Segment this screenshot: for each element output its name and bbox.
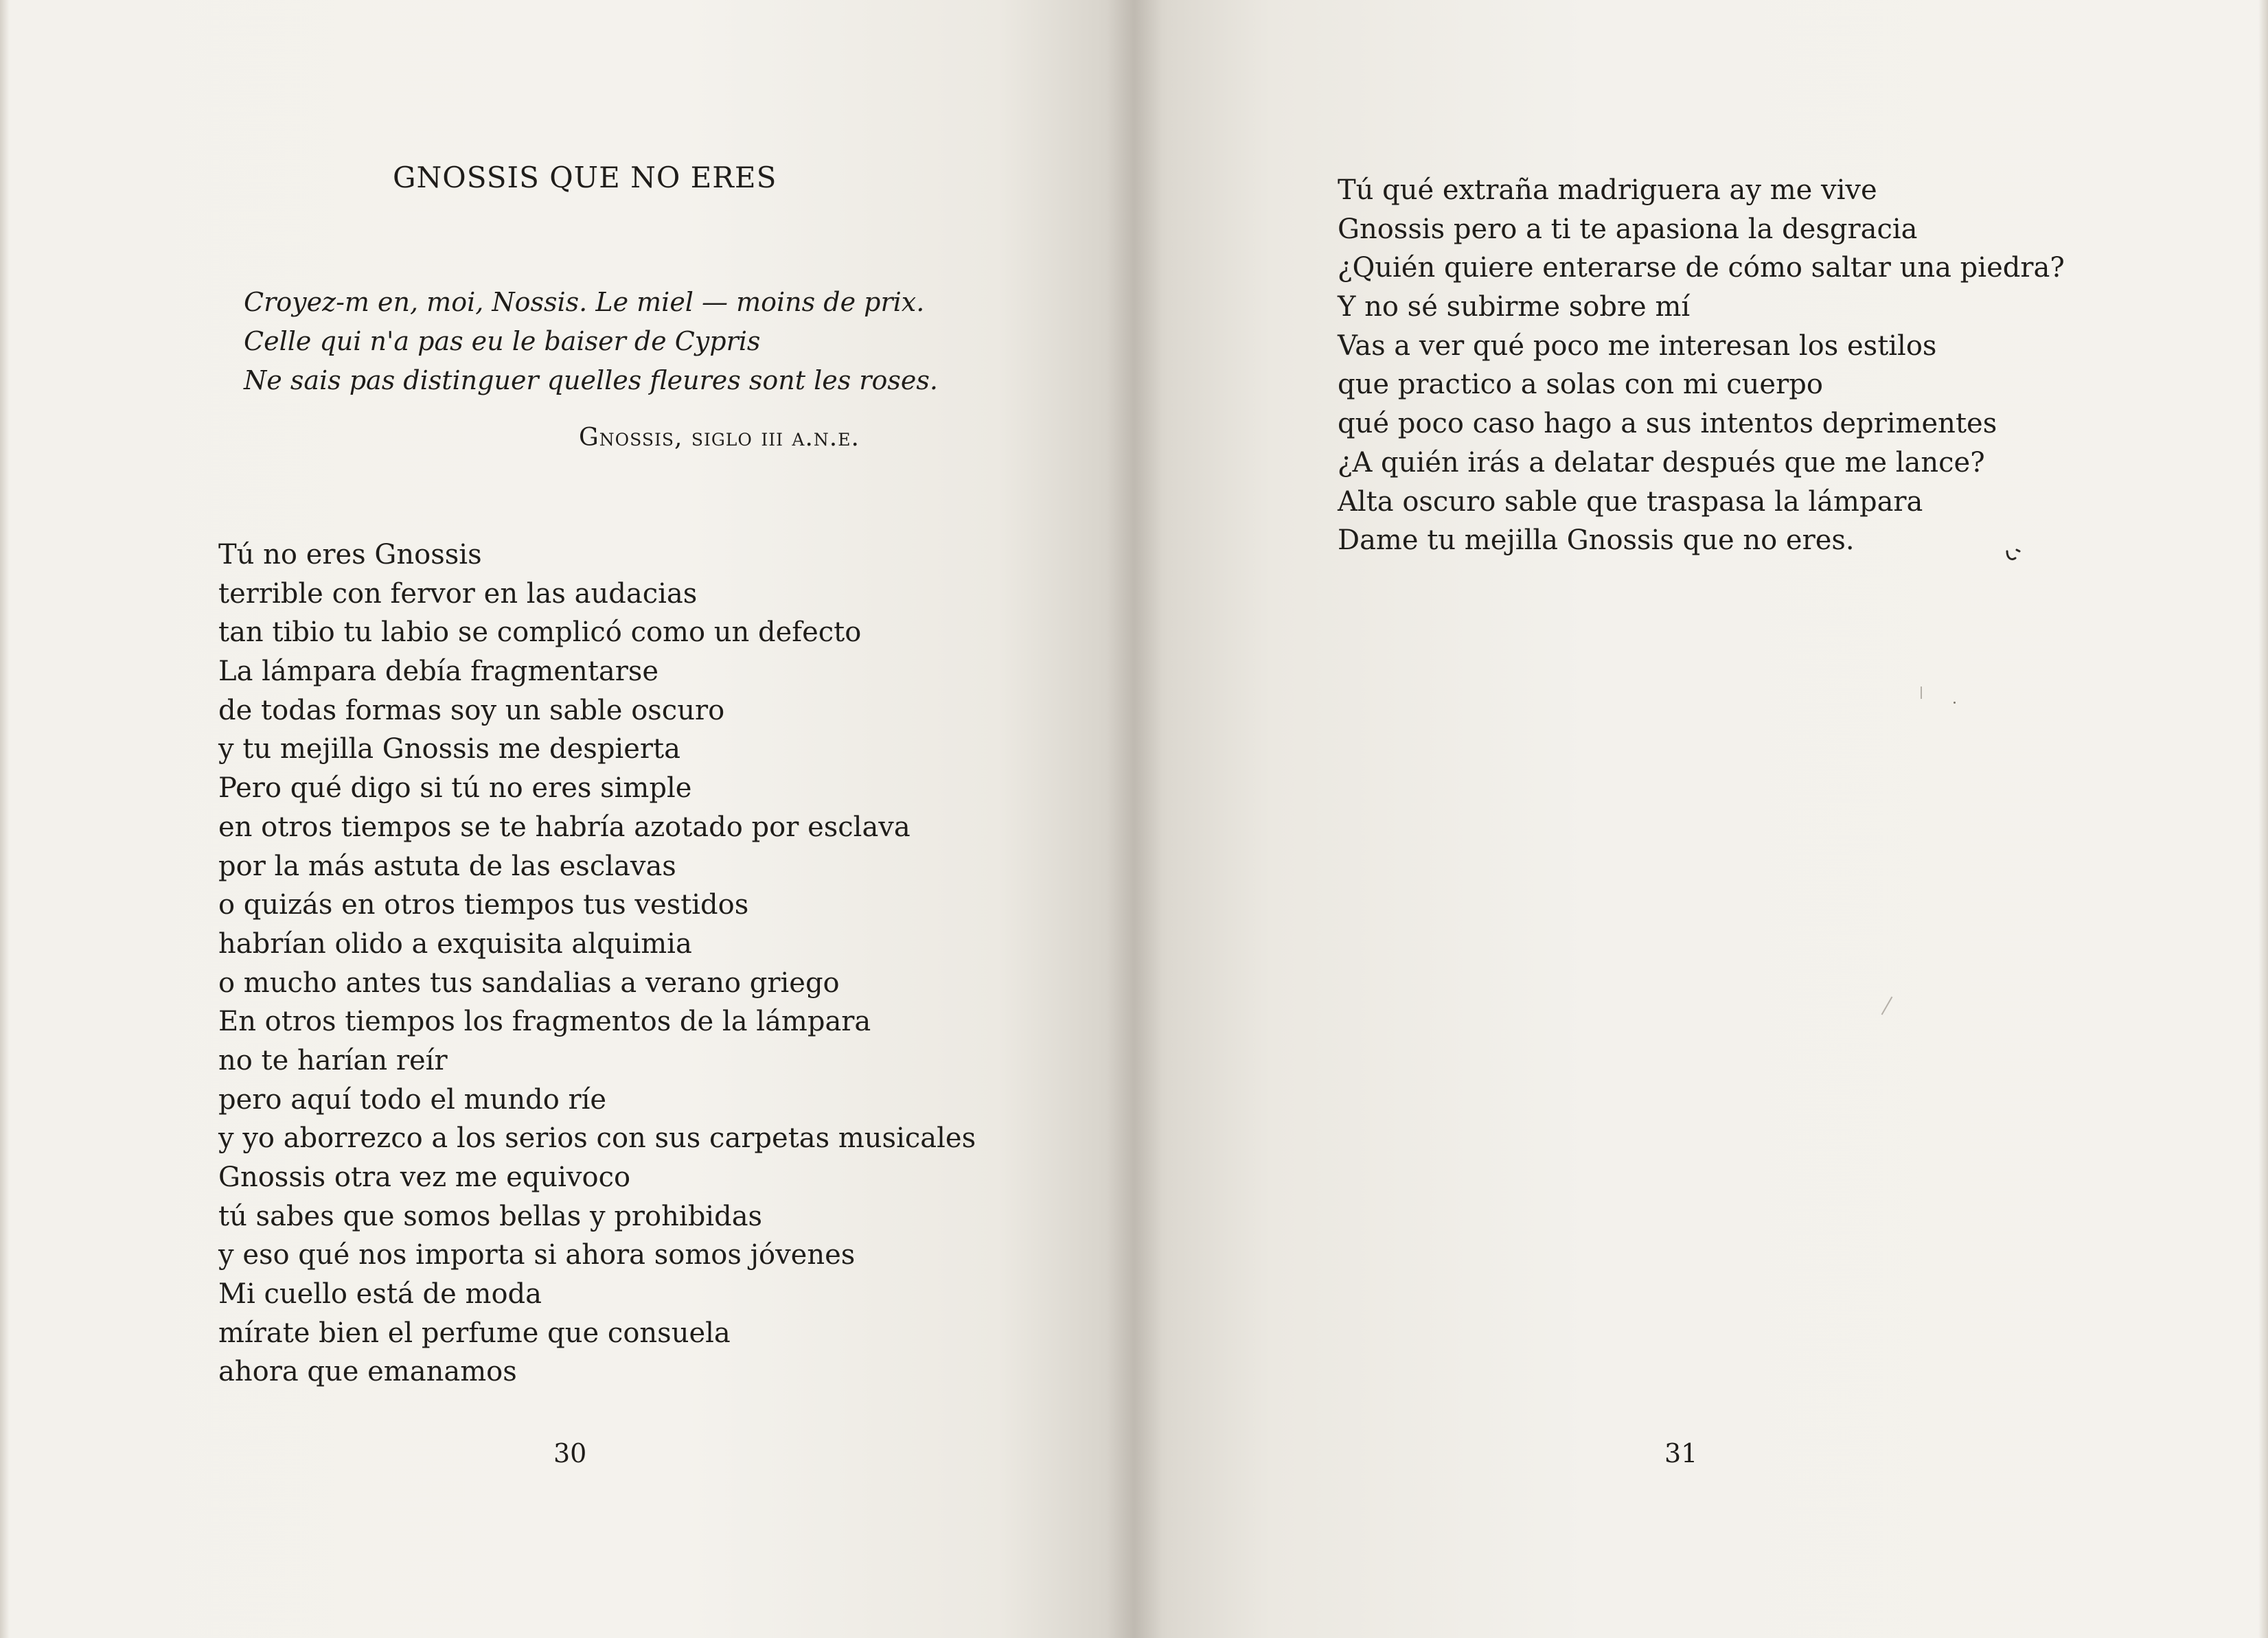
poem-line: Dame tu mejilla Gnossis que no eres. [1338,524,1855,557]
poem-body-left [218,535,976,1392]
poem-line: ¿A quién irás a delatar después que me lance? [1338,446,1985,478]
poem-line: Gnossis pero a ti te apasiona la desgracia [1338,213,1918,245]
poem-line: Mi cuello está de moda [218,1278,542,1311]
poem-line: y yo aborrezco a los serios con sus carpetas musicales [218,1122,976,1155]
poem-line: terrible con fervor en las audacias [218,577,698,610]
pencil-mark-icon [2004,547,2022,565]
epigraph-line: Croyez-m en, moi, Nossis. Le miel — moins de prix. [244,287,925,317]
pencil-stroke [1921,687,1922,699]
poem-line: en otros tiempos se te habría azotado por esclava [218,811,910,843]
page-number-right: 31 [1664,1438,1698,1468]
poem-line: ¿Quién quiere enterarse de cómo saltar una piedra? [1338,252,2065,284]
poem-line: Tú no eres Gnossis [218,539,482,570]
page-edge-left [0,0,10,1638]
epigraph-line: Ne sais pas distinguer quelles fleures sont les roses. [244,365,938,395]
poem-line: Y no sé subirme sobre mí [1338,291,1691,323]
right-page [1134,0,2268,1638]
poem-line: no te harían reír [218,1044,448,1076]
poem-body-right [1338,171,2065,560]
poem-line: Pero qué digo si tú no eres simple [218,772,692,805]
epigraph-line: Celle qui n'a pas eu le baiser de Cypris [244,326,761,356]
poem-line: de todas formas soy un sable oscuro [218,694,725,726]
poem-line: o quizás en otros tiempos tus vestidos [218,889,749,921]
poem-title: GNOSSIS QUE NO ERES [393,161,777,194]
poem-line: tú sabes que somos bellas y prohibidas [218,1200,763,1232]
poem-line: Tú qué extraña madriguera ay me vive [1338,174,1877,206]
poem-line: tan tibio tu labio se complicó como un defecto [218,616,862,649]
poem-line: Gnossis otra vez me equivoco [218,1162,631,1193]
poem-line: o mucho antes tus sandalias a verano griego [218,967,840,999]
poem-line: ahora que emanamos [218,1356,517,1388]
book-gutter [1107,0,1162,1638]
poem-line: qué poco caso hago a sus intentos deprimentes [1338,408,1997,440]
paper-speck [1954,702,1956,704]
poem-line: En otros tiempos los fragmentos de la lámpara [218,1006,871,1038]
poem-line: pero aquí todo el mundo ríe [218,1083,607,1116]
page-number-left: 30 [553,1438,587,1468]
poem-line: La lámpara debía fragmentarse [218,656,659,688]
epigraph [244,283,938,400]
poem-line: por la más astuta de las esclavas [218,850,676,882]
poem-line: y eso qué nos importa si ahora somos jóvenes [218,1239,856,1271]
poem-line: y tu mejilla Gnossis me despierta [218,733,680,765]
poem-line: mírate bien el perfume que consuela [218,1317,731,1349]
pencil-stroke [1881,997,1893,1015]
page-edge-right [2258,0,2268,1638]
epigraph-attribution: Gnossis, siglo iii a.n.e. [579,424,860,452]
poem-line: habrían olido a exquisita alquimia [218,927,692,960]
poem-line: Vas a ver qué poco me interesan los estilos [1338,330,1937,362]
poem-line: Alta oscuro sable que traspasa la lámpara [1338,485,1923,518]
poem-line: que practico a solas con mi cuerpo [1338,369,1823,401]
